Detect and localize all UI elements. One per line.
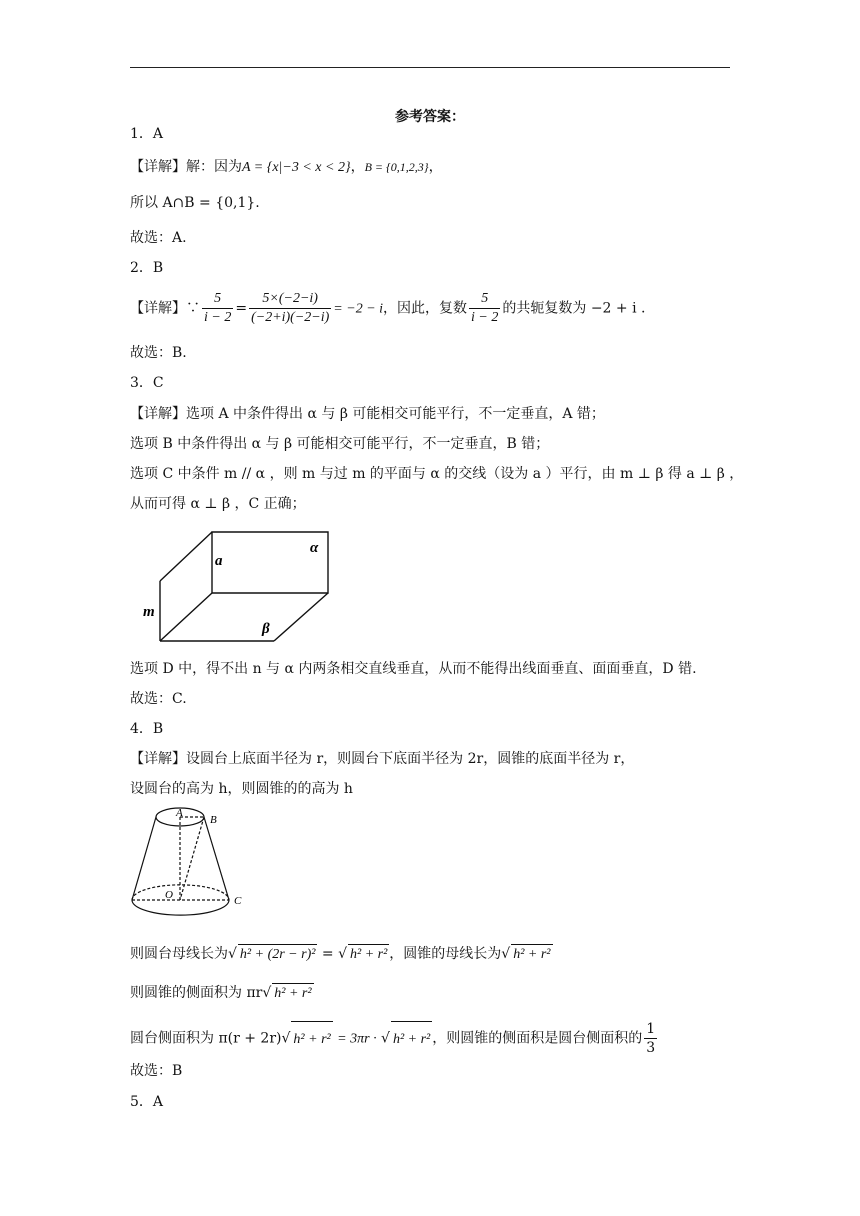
- q4-l5-prefix: 圆台侧面积为 π(r + 2r): [130, 1030, 282, 1047]
- q1-comma: ，: [350, 159, 365, 175]
- q4-l3-root2: h² + r²: [348, 944, 389, 965]
- q2-choice: 故选：B.: [130, 345, 187, 361]
- q1-set-a: A = {x|−3 < x < 2}: [242, 160, 351, 175]
- q1-choice: 故选：A.: [130, 230, 187, 246]
- bottom-base-front: [132, 900, 229, 915]
- q2-f1-num: 5: [202, 290, 233, 309]
- q3-answer: 3．C: [130, 375, 164, 391]
- edge-intersection: [160, 593, 212, 641]
- q4-l4-root: h² + r²: [272, 983, 313, 1004]
- q2-f3-den: i − 2: [471, 310, 499, 325]
- q2-fraction-2: [249, 290, 331, 327]
- label-a: a: [215, 553, 223, 569]
- q1-answer: 1．A: [130, 126, 164, 142]
- q4-line3: 则圆台母线长为√ h² + (2r − r)² = √ h² + r² ，圆锥的母线长为√ h² + r²: [130, 944, 553, 965]
- q4-l3-eq: =: [321, 946, 334, 962]
- label-C: C: [234, 895, 242, 907]
- q4-line4: 则圆锥的侧面积为 πr√ h² + r²: [130, 983, 314, 1004]
- q3-line1: 【详解】选项 A 中条件得出 α 与 β 可能相交可能平行，不一定垂直，A 错；: [130, 406, 605, 422]
- q4-l3-mid: ，圆锥的母线长为: [389, 946, 502, 962]
- q4-l5-post: ，则圆锥的侧面积是圆台侧面积的: [432, 1030, 643, 1047]
- q3-line5: 选项 D 中，得不出 n 与 α 内两条相交直线垂直，从而不能得出线面垂直、面面垂直，D 错.: [130, 661, 697, 677]
- label-B: B: [210, 814, 217, 826]
- q5-answer: 5．A: [130, 1094, 164, 1110]
- q2-f3-num: 5: [469, 290, 500, 309]
- q4-fraction-one-third: [644, 1020, 657, 1057]
- q2-fraction-3: [469, 290, 500, 327]
- q4-l4-prefix: 则圆锥的侧面积为 πr: [130, 985, 263, 1001]
- q4-choice: 故选：B: [130, 1063, 183, 1079]
- label-O: O: [165, 889, 173, 901]
- q3-line4: 从而可得 α ⊥ β ，C 正确；: [130, 496, 306, 512]
- q2-end: 的共轭复数为 −2 + i .: [502, 300, 646, 317]
- q3-line3: 选项 C 中条件 m // α ，则 m 与过 m 的平面与 α 的交线（设为 a ）平行，由 m ⊥ β 得 a ⊥ β ，: [130, 466, 744, 482]
- label-beta: β: [262, 621, 270, 637]
- q4-l5-root2: h² + r²: [391, 1021, 432, 1058]
- q2-eq2: = −2 − i: [333, 301, 384, 317]
- q4-frustum-figure: [125, 803, 260, 933]
- q2-f1-den: i − 2: [204, 310, 232, 325]
- q4-line1: 【详解】设圆台上底面半径为 r，则圆台下底面半径为 2r，圆锥的底面半径为 r，: [130, 751, 635, 767]
- q1-comma-2: ，: [428, 159, 443, 175]
- q1-explanation-prefix: 【详解】解：因为: [130, 159, 242, 175]
- q4-answer: 4．B: [130, 721, 164, 737]
- q2-explanation: [130, 290, 645, 328]
- q2-f2-num: 5×(−2−i): [249, 290, 331, 309]
- q4-l3-root3: h² + r²: [511, 944, 552, 965]
- q2-mid: ，因此，复数: [383, 300, 468, 317]
- q2-prefix: 【详解】∵: [130, 300, 200, 317]
- label-alpha: α: [310, 540, 319, 556]
- q4-frac-num: 1: [646, 1021, 656, 1037]
- q4-l3-prefix: 则圆台母线长为: [130, 946, 228, 962]
- q4-l5-mid: = 3πr ·: [337, 1031, 377, 1047]
- edge-right: [274, 593, 328, 641]
- segment-BO: [180, 817, 204, 900]
- q1-explanation-line2: 所以 A∩B = {0,1}.: [130, 195, 260, 211]
- header-rule: [130, 67, 730, 68]
- q3-line2: 选项 B 中条件得出 α 与 β 可能相交可能平行，不一定垂直，B 错；: [130, 436, 550, 452]
- q1-set-b: B = {0,1,2,3}: [364, 160, 429, 174]
- q3-planes-figure: [140, 525, 340, 645]
- q4-l5-root1: h² + r²: [291, 1021, 332, 1058]
- q2-answer: 2．B: [130, 260, 164, 276]
- q4-line5: 圆台侧面积为 π(r + 2r)√ h² + r² = 3πr · √ h² + r² ，则圆锥的侧面积是圆台侧面积的 $\frac{1}{3}$: [130, 1021, 656, 1056]
- label-A: A: [176, 807, 183, 819]
- q4-l3-root1: h² + (2r − r)²: [238, 944, 318, 965]
- q2-fraction-1: [202, 290, 233, 327]
- label-m: m: [143, 604, 155, 620]
- q3-choice: 故选：C.: [130, 691, 187, 707]
- q4-line2: 设圆台的高为 h，则圆锥的的高为 h: [130, 781, 353, 797]
- q2-eq1: =: [235, 300, 248, 317]
- edge-top: [160, 532, 212, 581]
- q4-frac-den: 3: [646, 1040, 656, 1056]
- page-title: 参考答案：: [395, 109, 465, 125]
- q1-explanation-line1: [130, 157, 443, 178]
- q2-f2-den: (−2+i)(−2−i): [251, 310, 330, 325]
